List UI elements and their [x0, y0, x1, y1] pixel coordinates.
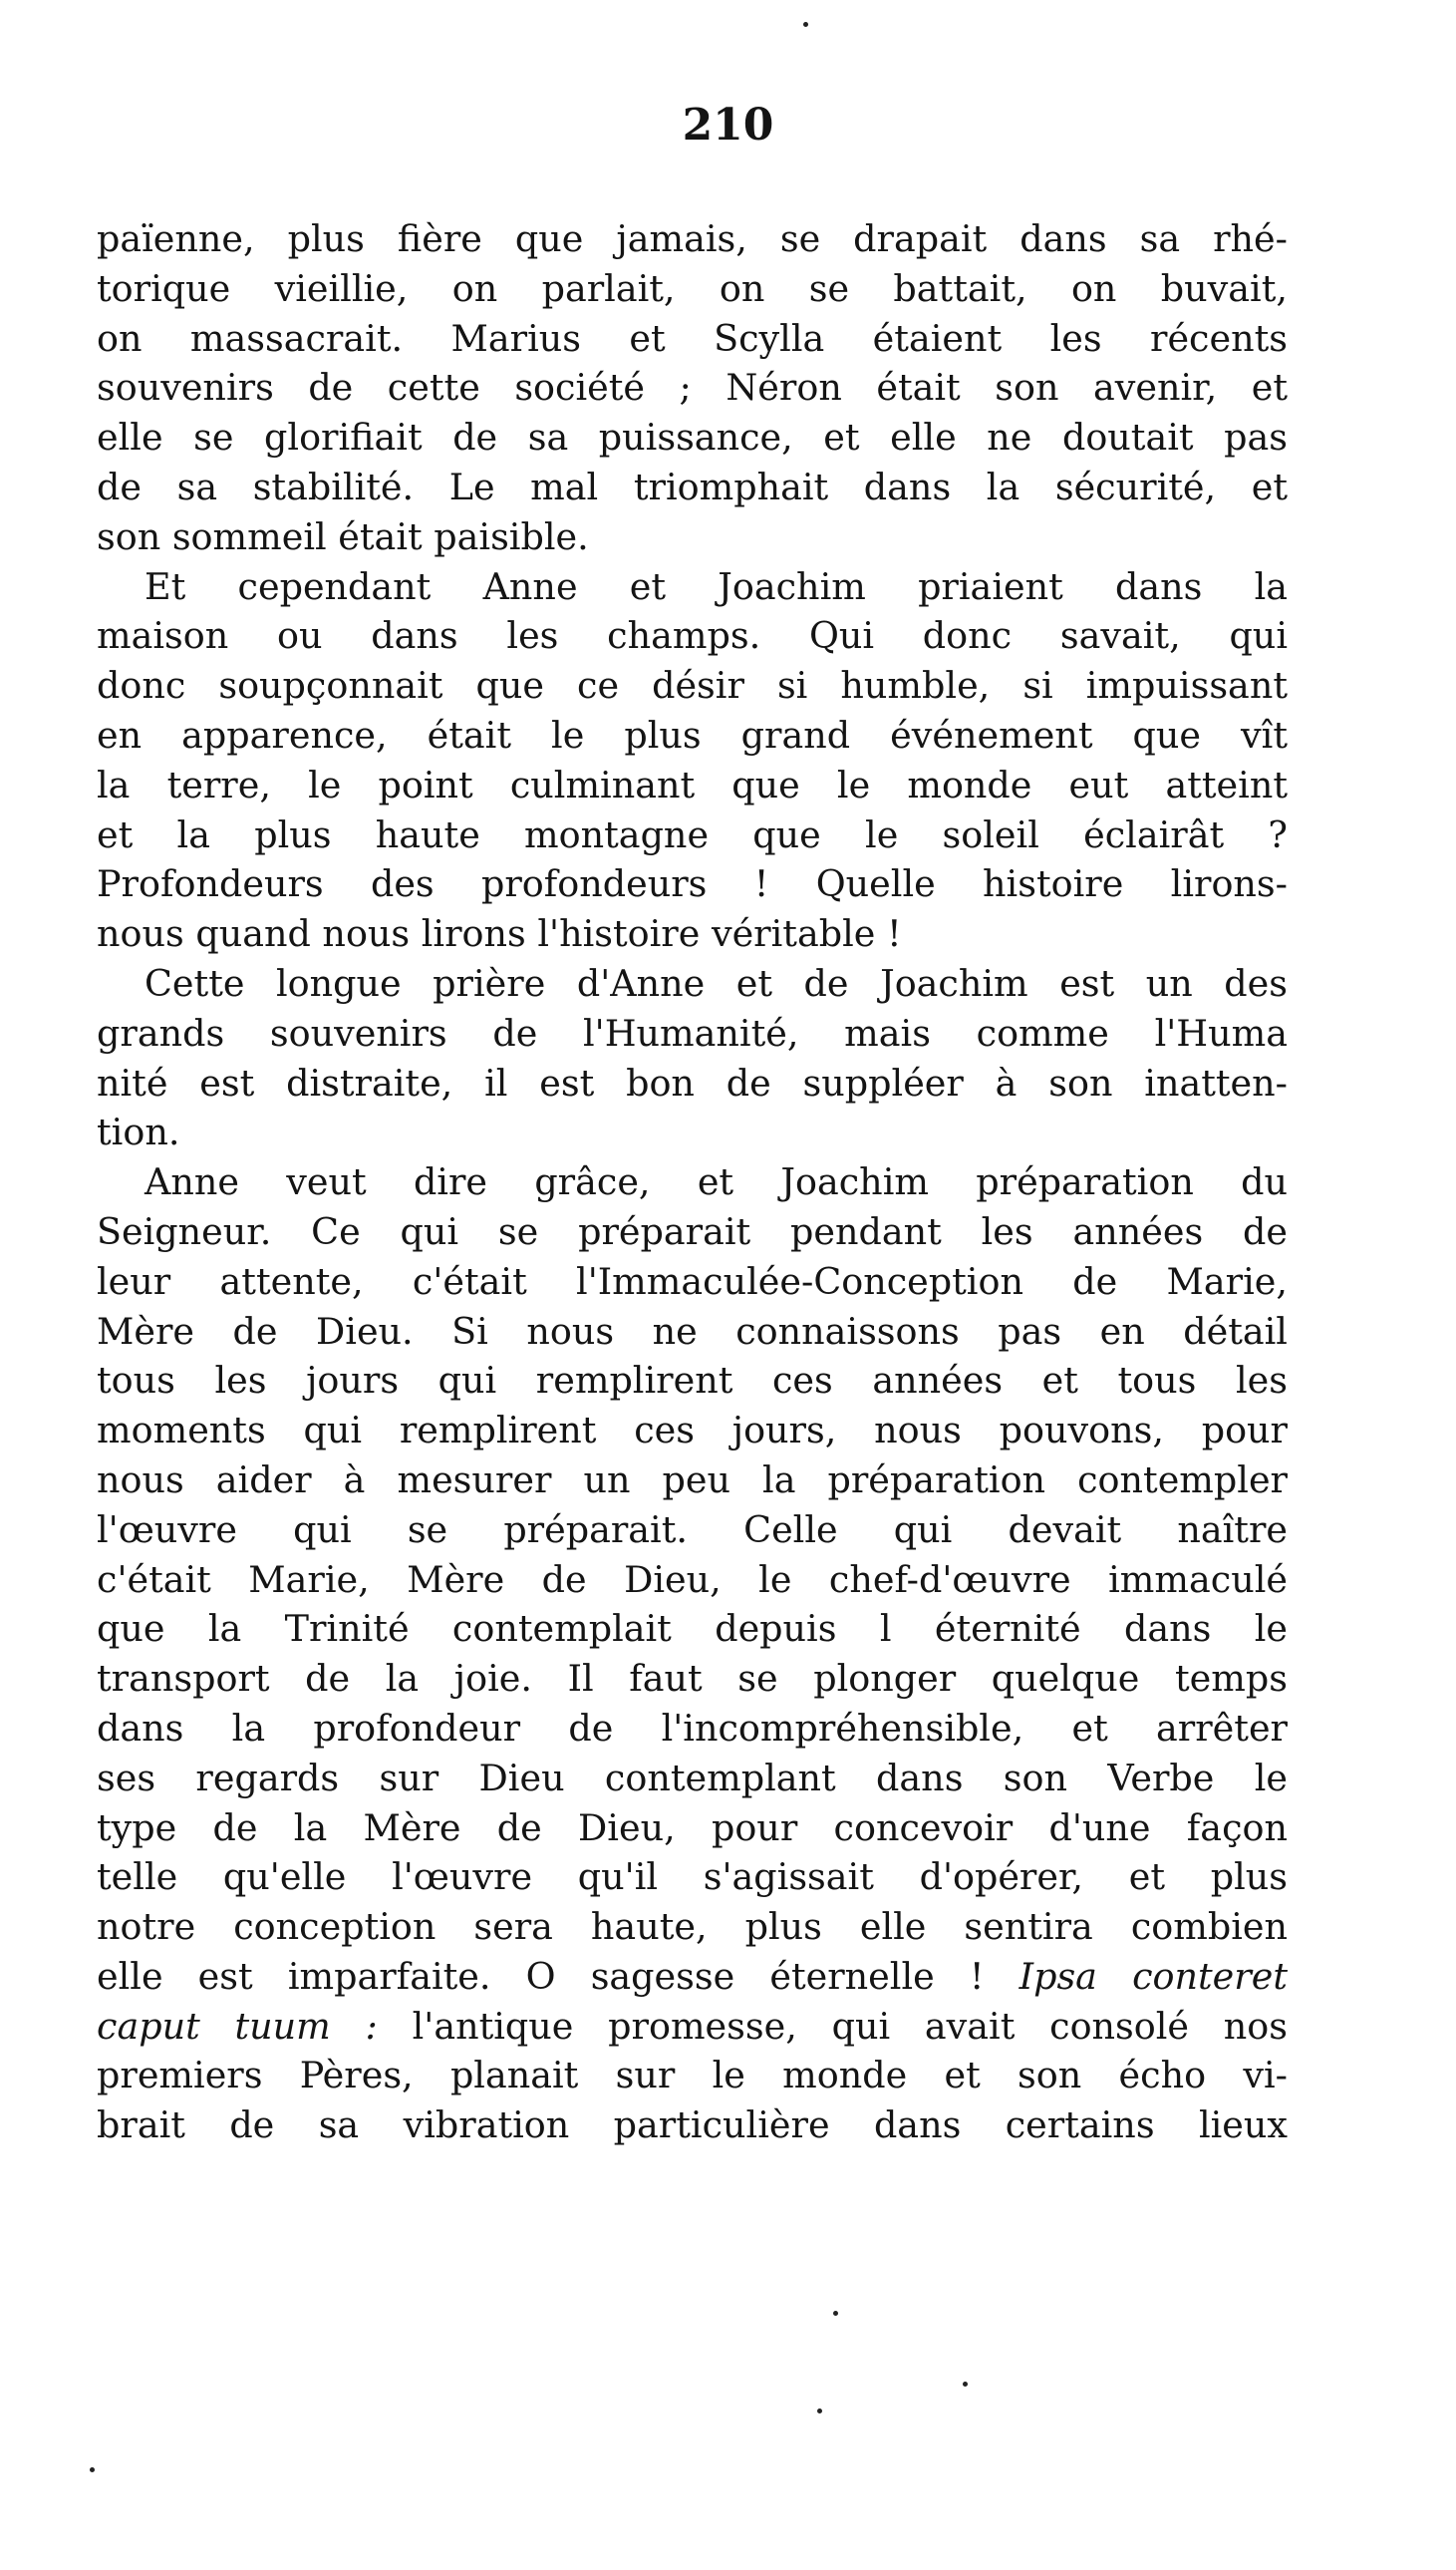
text-line — [97, 1009, 1288, 1059]
text-line — [97, 1356, 1288, 1406]
line-text: l'antique promesse, qui avait consolé nos — [377, 2004, 1289, 2048]
line-text: c'était Marie, Mère de Dieu, le chef-d'œuvre immaculé — [97, 1557, 1288, 1601]
line-text: on massacrait. Marius et Scylla étaient les récents — [97, 316, 1288, 360]
text-line — [97, 1555, 1288, 1605]
text-line — [97, 909, 1288, 959]
text-line — [97, 1406, 1288, 1455]
text-line — [97, 1704, 1288, 1754]
line-text: elle est imparfaite. O sagesse éternelle ! — [97, 1954, 1019, 1998]
line-text: notre conception sera haute, plus elle sentira combien — [97, 1905, 1288, 1949]
text-line — [97, 2100, 1288, 2150]
text-line — [97, 1852, 1288, 1902]
body-text — [97, 214, 1288, 2150]
line-text: de sa stabilité. Le mal triomphait dans la sécurité, et — [97, 465, 1288, 508]
line-text: Anne veut dire grâce, et Joachim préparation du — [145, 1160, 1288, 1204]
italic-text: Ipsa conteret — [1019, 1954, 1288, 1998]
line-text: leur attente, c'était l'Immaculée-Conception de Marie, — [97, 1259, 1288, 1303]
text-line — [97, 214, 1288, 264]
print-speck — [803, 22, 808, 27]
line-text: Mère de Dieu. Si nous ne connaissons pas en détail — [97, 1309, 1288, 1353]
line-text: païenne, plus fière que jamais, se drapait dans sa rhé- — [97, 217, 1288, 260]
line-text: l'œuvre qui se préparait. Celle qui devait naître — [97, 1507, 1288, 1551]
line-text: et la plus haute montagne que le soleil éclairât ? — [97, 812, 1288, 856]
text-line — [97, 314, 1288, 364]
text-line — [97, 413, 1288, 463]
text-line — [97, 1952, 1288, 2002]
line-text: maison ou dans les champs. Qui donc savait, qui — [97, 614, 1288, 658]
line-text: ses regards sur Dieu contemplant dans son Verbe le — [97, 1756, 1288, 1799]
text-line — [97, 859, 1288, 909]
text-line — [97, 1207, 1288, 1257]
text-line — [97, 2002, 1288, 2052]
text-line — [97, 463, 1288, 512]
line-text: dans la profondeur de l'incompréhensible, et arrêter — [97, 1706, 1288, 1750]
text-line — [97, 611, 1288, 661]
text-line — [97, 711, 1288, 761]
line-text: transport de la joie. Il faut se plonger quelque temps — [97, 1657, 1288, 1701]
line-text: Profondeurs des profondeurs ! Quelle histoire lirons- — [97, 862, 1288, 906]
line-text: en apparence, était le plus grand événement que vît — [97, 713, 1288, 757]
text-line — [97, 661, 1288, 711]
text-line — [97, 1604, 1288, 1654]
line-text: son sommeil était paisible. — [97, 514, 589, 558]
text-line — [97, 810, 1288, 860]
line-text: nité est distraite, il est bon de suppléer à son inatten- — [97, 1061, 1288, 1105]
text-line — [97, 1505, 1288, 1555]
text-line — [97, 1108, 1288, 1157]
line-text: telle qu'elle l'œuvre qu'il s'agissait d'opérer, et plus — [97, 1855, 1288, 1899]
line-text: Cette longue prière d'Anne et de Joachim est un des — [145, 961, 1288, 1005]
italic-text: caput tuum : — [97, 2004, 378, 2048]
line-text: tous les jours qui remplirent ces années et tous les — [97, 1359, 1288, 1403]
text-line — [97, 562, 1288, 612]
print-speck — [817, 2409, 822, 2413]
line-text: Et cependant Anne et Joachim priaient dans la — [145, 564, 1288, 608]
text-line — [97, 1902, 1288, 1952]
text-line — [97, 264, 1288, 314]
line-text: tion. — [97, 1111, 180, 1154]
page-number: 210 — [682, 100, 774, 151]
line-text: que la Trinité contemplait depuis l éternité dans le — [97, 1607, 1288, 1651]
text-line — [97, 363, 1288, 413]
line-text: moments qui remplirent ces jours, nous pouvons, pour — [97, 1409, 1288, 1452]
text-line — [97, 1803, 1288, 1853]
line-text: elle se glorifiait de sa puissance, et elle ne doutait pas — [97, 416, 1288, 460]
print-speck — [963, 2382, 968, 2387]
text-line — [97, 1257, 1288, 1307]
print-speck — [90, 2467, 95, 2472]
line-text: brait de sa vibration particulière dans certains lieux — [97, 2103, 1288, 2147]
text-line — [97, 2051, 1288, 2100]
line-text: torique vieillie, on parlait, on se battait, on buvait, — [97, 266, 1288, 310]
line-text: nous quand nous lirons l'histoire véritable ! — [97, 912, 902, 956]
print-speck — [833, 2311, 838, 2316]
line-text: premiers Pères, planait sur le monde et son écho vi- — [97, 2054, 1288, 2097]
text-line — [97, 512, 1288, 562]
text-line — [97, 1654, 1288, 1704]
text-line — [97, 761, 1288, 810]
text-line — [97, 1754, 1288, 1803]
text-line — [97, 1059, 1288, 1109]
text-line — [97, 1157, 1288, 1207]
text-line — [97, 1455, 1288, 1505]
line-text: la terre, le point culminant que le monde eut atteint — [97, 763, 1288, 806]
line-text: souvenirs de cette société ; Néron était son avenir, et — [97, 366, 1288, 410]
text-line — [97, 1307, 1288, 1357]
line-text: nous aider à mesurer un peu la préparation contempler — [97, 1457, 1288, 1501]
line-text: donc soupçonnait que ce désir si humble, si impuissant — [97, 664, 1288, 708]
line-text: type de la Mère de Dieu, pour concevoir d'une façon — [97, 1805, 1288, 1849]
line-text: grands souvenirs de l'Humanité, mais comme l'Huma — [97, 1011, 1288, 1055]
text-line — [97, 959, 1288, 1009]
line-text: Seigneur. Ce qui se préparait pendant les années de — [97, 1209, 1288, 1253]
